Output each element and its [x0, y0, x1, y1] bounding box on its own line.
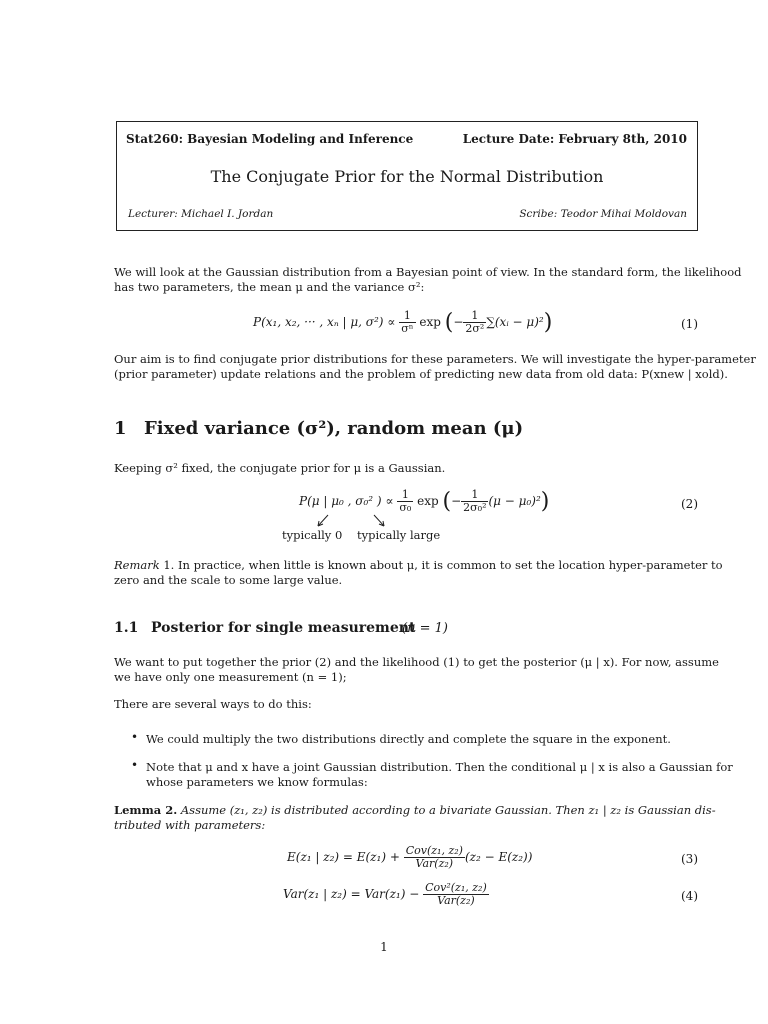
section-1-title: Fixed variance (σ²), random mean (μ) [144, 418, 524, 439]
subsection-1-1-number: 1.1 [114, 620, 139, 636]
eq2-lhs: P(μ | μ₀ , σ₀² ) ∝ [299, 494, 394, 508]
equation-number-3: (3) [681, 852, 698, 866]
bullet-1-text: We could multiply the two distributions directly and complete the square in the exponent. [146, 732, 671, 746]
eq3-fraction: $\frac{\text{Cov(z₁, z₂)}}{\text{Var(z₂)}}$ [405, 844, 463, 870]
bullet-1-dot: • [131, 730, 139, 744]
subsection-1-1-title: Posterior for single measurement [151, 620, 416, 636]
eq2-fraction: $\frac{1}{\text{σ₀}}$ [399, 488, 412, 514]
eq2-exp: exp [417, 494, 439, 508]
remark-line-1 [114, 558, 723, 573]
course-name: Stat260: Bayesian Modeling and Inference [126, 132, 414, 146]
section-1-number: 1 [114, 418, 127, 439]
eq4-lhs: Var(z₁ | z₂) = Var(z₁) − [283, 887, 420, 901]
lecture-date: Lecture Date: February 8th, 2010 [462, 132, 687, 146]
remark-text-1: 1. In practice, when little is known about μ, it is common to set the location hyper-parameter to [163, 558, 723, 572]
equation-number-2: (2) [681, 497, 698, 511]
lecture-title: The Conjugate Prior for the Normal Distribution [210, 167, 604, 186]
equation-3 [287, 845, 532, 870]
posterior-line-2: we have only one measurement (n = 1); [114, 670, 347, 684]
subsection-1-1-title-math: (n = 1) [402, 621, 448, 636]
equation-number-4: (4) [681, 889, 698, 903]
eq3-tail: (z₂ − E(z₂)) [464, 850, 533, 864]
aim-line-2: (prior parameter) update relations and the problem of predicting new data from old data: P(xnew | xold). [114, 367, 728, 381]
intro-line-2: has two parameters, the mean μ and the variance σ²: [114, 280, 425, 294]
eq1-inner-fraction: $\frac{1}{\text{2σ²}}$ [465, 309, 485, 335]
aim-line-1: Our aim is to find conjugate prior distributions for these parameters. We will investigate the hyper-parameter [114, 352, 756, 366]
eq4-fraction: $\frac{\text{Cov²(z₁, z₂)}}{\text{Var(z₂)}}$ [425, 881, 487, 907]
lemma-label: Lemma 2. [114, 803, 178, 817]
ways-intro: There are several ways to do this: [114, 697, 312, 711]
eq2-tail: (μ − μ₀)² [488, 494, 541, 508]
page-number: 1 [380, 940, 388, 954]
posterior-line-1: We want to put together the prior (2) and the likelihood (1) to get the posterior (μ | x). For now, assume [114, 655, 719, 669]
eq2-inner-fraction: $\frac{1}{\text{2σ₀²}}$ [463, 488, 487, 514]
remark-line-2: zero and the scale to some large value. [114, 573, 343, 587]
lecture-header-box [116, 121, 698, 231]
eq1-exp: exp [419, 315, 441, 329]
bullet-2-text-line-1: Note that μ and x have a joint Gaussian distribution. Then the conditional μ | x is also a Gaussian for [146, 760, 733, 774]
equation-1: P(x₁, x₂, ··· , xₙ | μ, σ²) ∝ $\frac{1}{\text{σⁿ}}$ exp (− $\frac{1}{\text{2σ²}}$ ∑(xᵢ − μ)²) [253, 309, 553, 335]
section-1-intro: Keeping σ² fixed, the conjugate prior for μ is a Gaussian. [114, 461, 446, 475]
bullet-2-dot: • [131, 758, 139, 772]
eq1-fraction: $\frac{1}{\text{σⁿ}}$ [401, 309, 414, 335]
lemma-line-2: tributed with parameters: [114, 818, 266, 832]
eq1-lhs: P(x₁, x₂, ··· , xₙ | μ, σ²) ∝ [253, 315, 396, 329]
annotation-typically-large: typically large [357, 528, 441, 542]
equation-4 [283, 882, 489, 907]
lecturer-name: Lecturer: Michael I. Jordan [128, 208, 274, 220]
lemma-text-1: Assume (z₁, z₂) is distributed according to a bivariate Gaussian. Then z₁ | z₂ is Gaussian dis- [180, 803, 716, 817]
bullet-2-text-line-2: whose parameters we know formulas: [146, 775, 368, 789]
equation-number-1: (1) [681, 317, 698, 331]
intro-line-1: We will look at the Gaussian distribution from a Bayesian point of view. In the standard form, the likelihood [114, 265, 742, 279]
eq1-tail: ∑(xᵢ − μ)² [486, 315, 544, 329]
eq3-lhs: E(z₁ | z₂) = E(z₁) + [287, 850, 400, 864]
annotation-typically-0: typically 0 [282, 528, 343, 542]
lemma-line-1 [114, 803, 716, 818]
equation-2: P(μ | μ₀ , σ₀² ) ∝ $\frac{1}{\text{σ₀}}$ exp (− $\frac{1}{\text{2σ₀²}}$ (μ − μ₀)²) [299, 488, 550, 514]
remark-label: Remark [114, 558, 160, 572]
scribe-name: Scribe: Teodor Mihai Moldovan [519, 208, 687, 220]
